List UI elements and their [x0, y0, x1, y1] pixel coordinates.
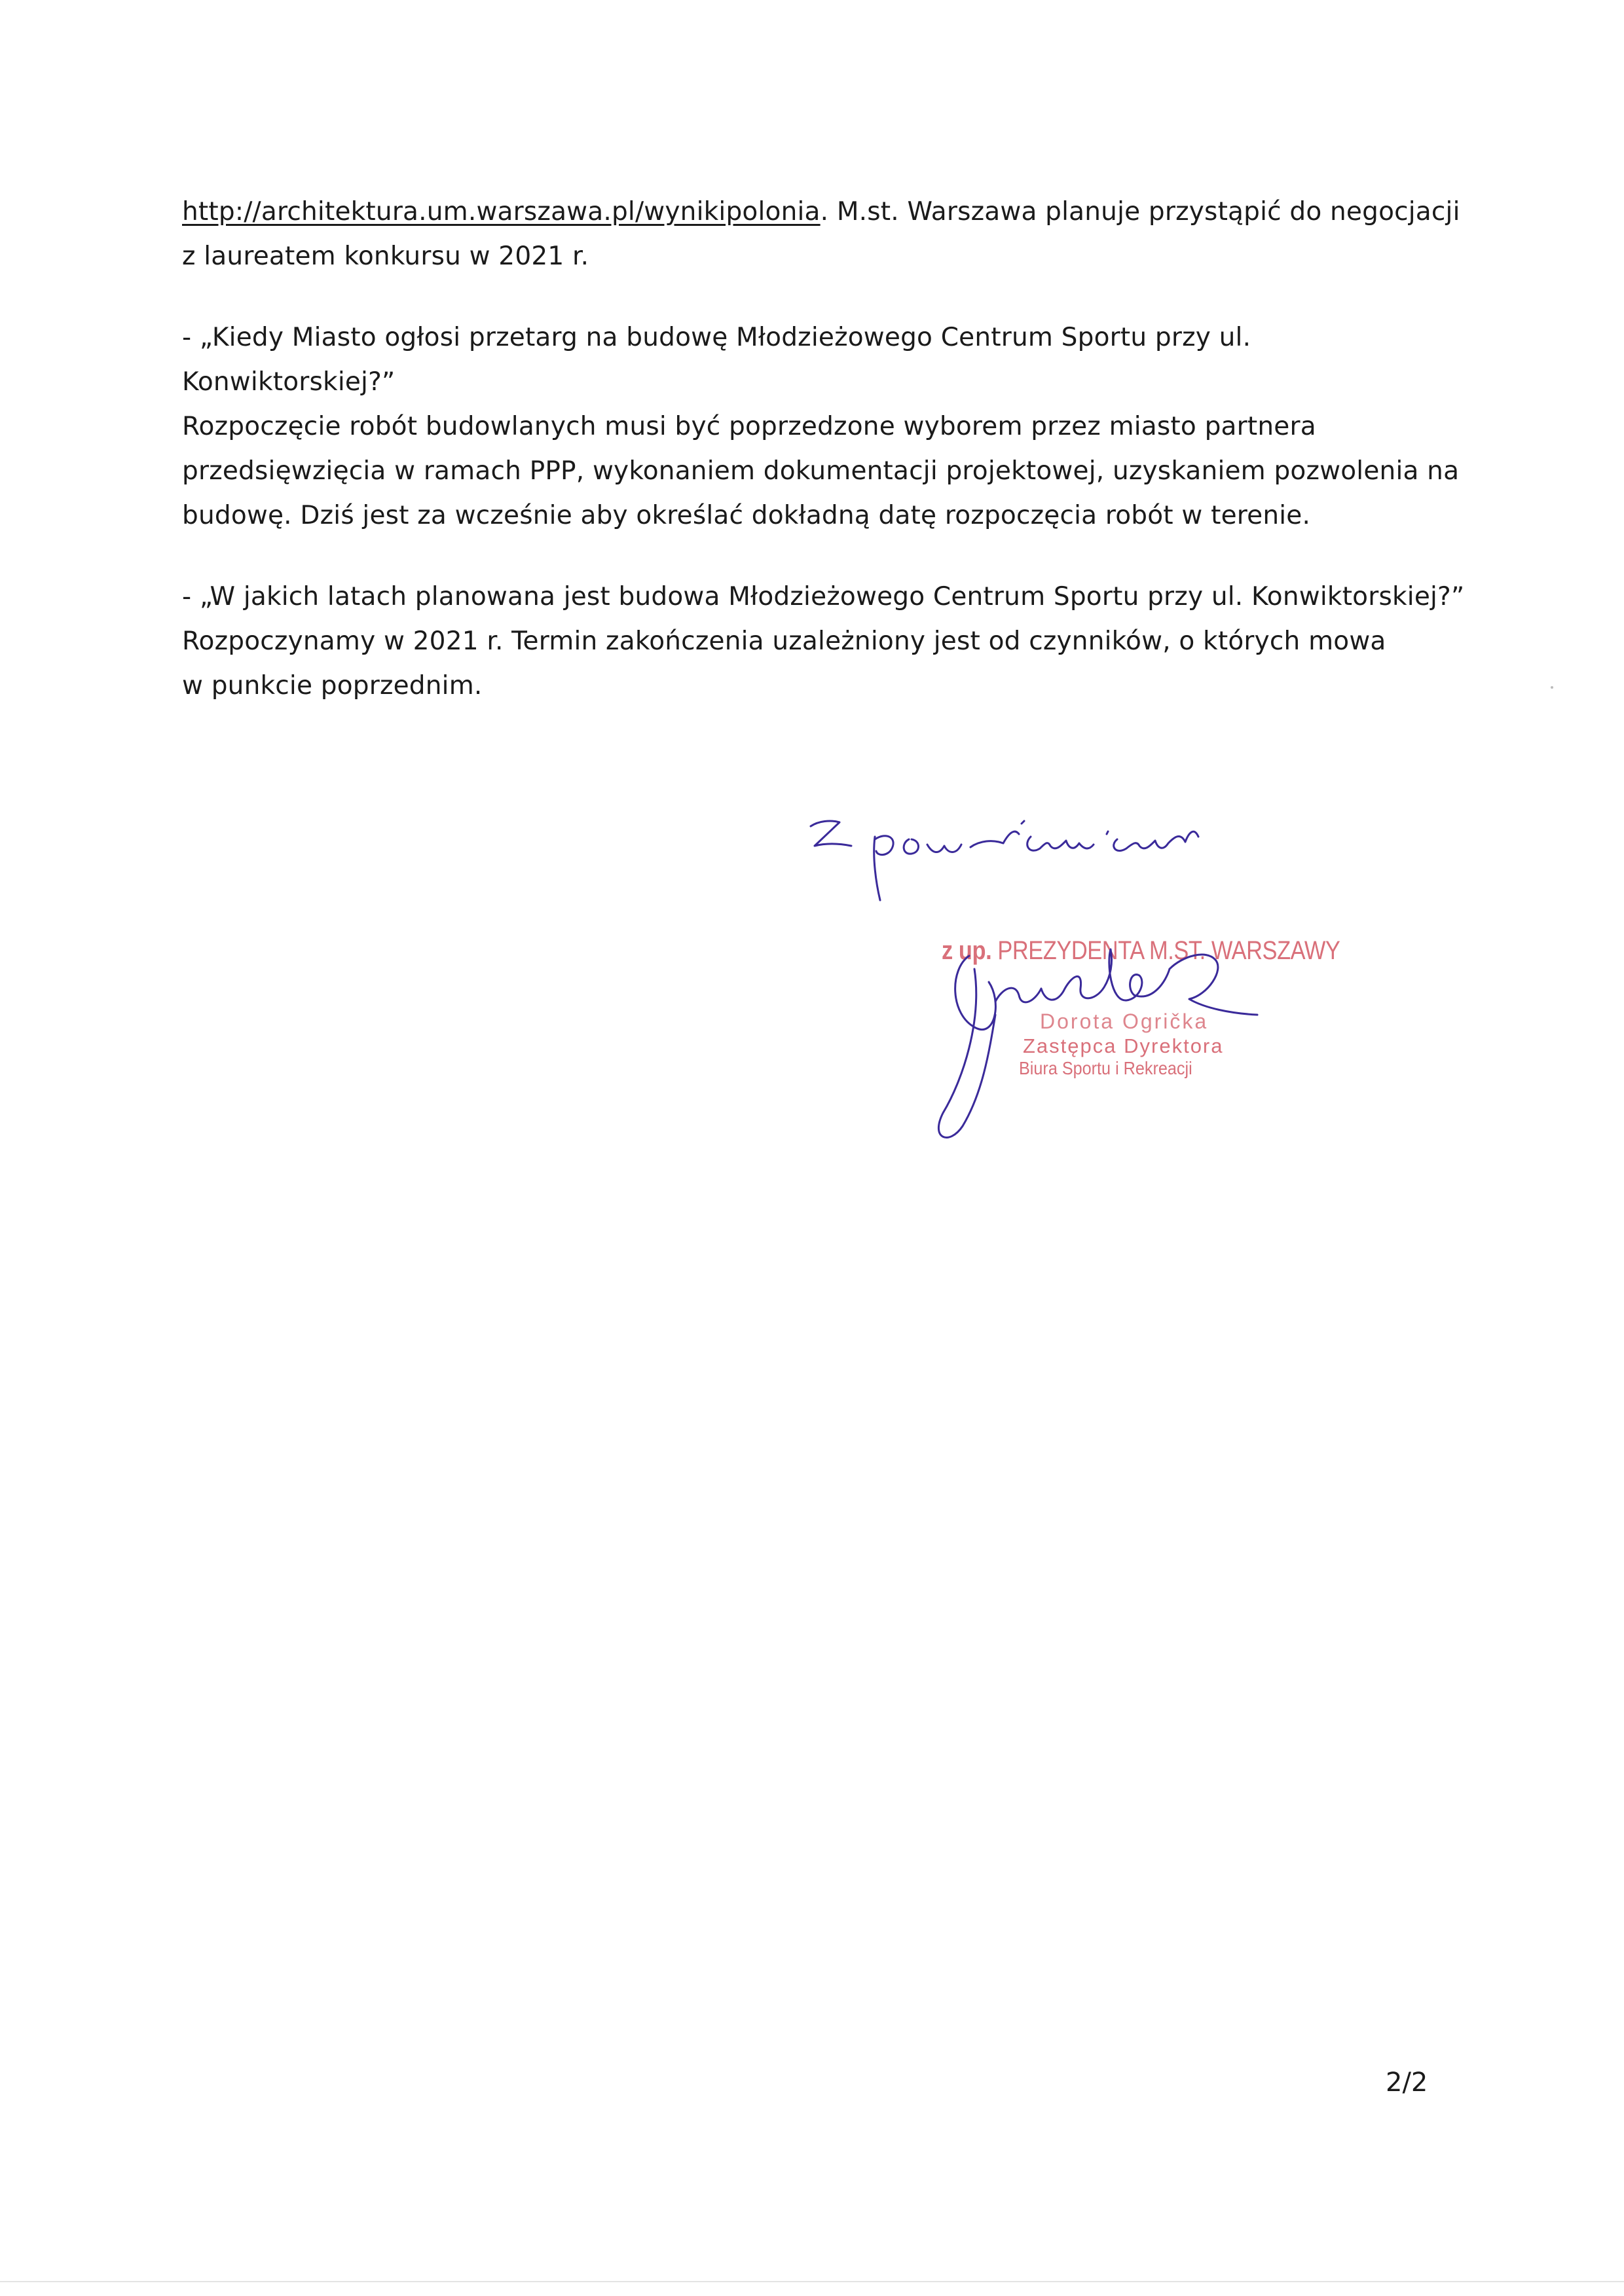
handwritten-signature	[799, 805, 1323, 1172]
results-link[interactable]: http://architektura.um.warszawa.pl/wynikipolonia	[182, 197, 821, 227]
stamp-office: Biura Sportu i Rekreacji	[1019, 1058, 1192, 1078]
handwriting-aniem-2	[1114, 831, 1198, 850]
handwriting-o	[904, 839, 918, 854]
scan-edge-line	[0, 2281, 1624, 2282]
paragraph-3-question: - „W jakich latach planowana jest budowa Młodzieżowego Centrum Sportu przy ul. Konwiktorskiej?”	[182, 582, 1465, 611]
paragraph-1-line-1	[182, 190, 1466, 234]
signature-stroke-main	[938, 956, 995, 1137]
paragraph-1-line-1-text: . M.st. Warszawa planuje przystąpić do negocjacji	[820, 197, 1460, 227]
signature-stroke-flourish	[1170, 955, 1257, 1015]
signature-stroke-letters	[995, 949, 1170, 1002]
stamp-title: PREZYDENTA M.ST. WARSZAWY	[997, 936, 1340, 965]
paragraph-2-question: - „Kiedy Miasto ogłosi przetarg na budowę Młodzieżowego Centrum Sportu przy ul. Konwiktorskiej?”	[182, 323, 1251, 397]
stamp-prefix: z up.	[942, 936, 992, 965]
paragraph-2-line-3: przedsięwzięcia w ramach PPP, wykonaniem dokumentacji projektowej, uzyskaniem pozwolenia na	[182, 456, 1460, 486]
handwriting-dot	[1022, 821, 1024, 824]
paragraph-2-line-2: Rozpoczęcie robót budowlanych musi być poprzedzone wyborem przez miasto partnera	[182, 412, 1316, 441]
paragraph-3-line-2: Rozpoczynamy w 2021 r. Termin zakończenia uzależniony jest od czynników, o których mowa	[182, 627, 1386, 656]
handwriting-dot-2	[1107, 831, 1108, 834]
paragraph-1-line-2: z laureatem konkursu w 2021 r.	[182, 242, 589, 271]
page-number: 2/2	[1386, 2068, 1428, 2098]
handwriting-aniem-1	[1027, 837, 1094, 850]
handwriting-letter-z	[811, 821, 851, 846]
handwriting-a	[970, 831, 1019, 847]
paragraph-3-line-3: w punkcie poprzednim.	[182, 671, 483, 701]
letter-body	[182, 190, 1466, 708]
handwriting-p	[874, 836, 893, 900]
handwriting-w	[927, 845, 961, 852]
stamp-position: Zastępca Dyrektora	[1023, 1034, 1224, 1057]
paragraph-2-line-4: budowę. Dziś jest za wcześnie aby określać dokładną datę rozpoczęcia robót w terenie.	[182, 501, 1311, 530]
stamp-name: Dorota Ogrička	[1040, 1010, 1209, 1033]
scan-speck	[1551, 686, 1553, 689]
